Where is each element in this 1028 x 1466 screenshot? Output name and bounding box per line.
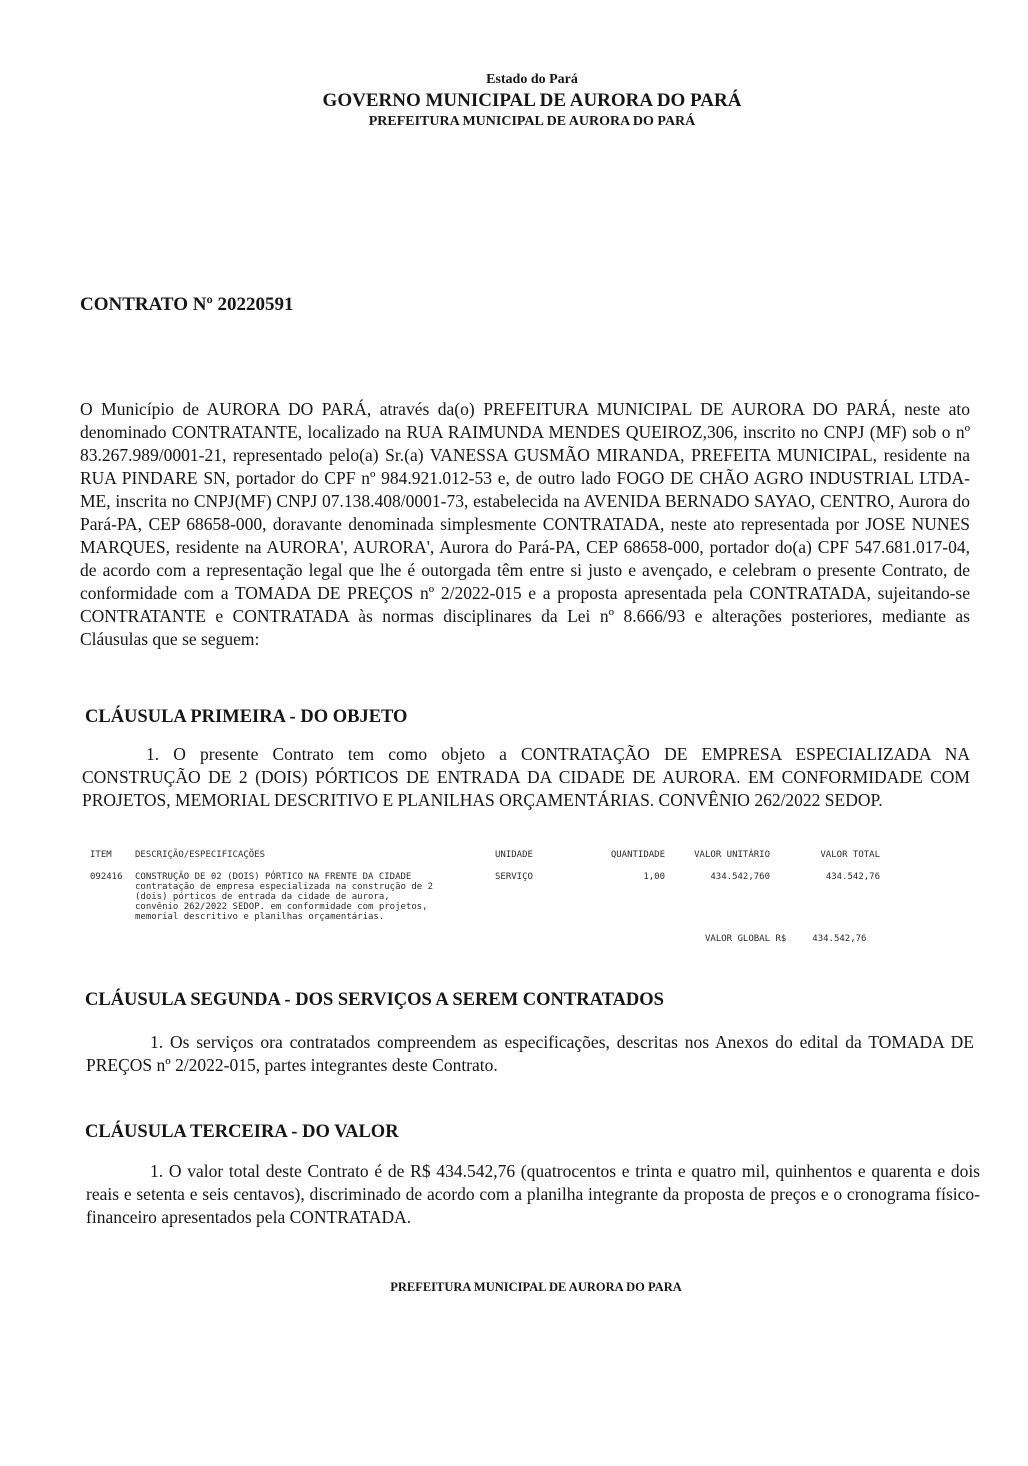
clause-2-text: 1. Os serviços ora contratados compreendem as especificações, descritas nos Anexos do edital da TOMADA DE PREÇOS nº 2/2022-015, partes integrantes deste Contrato. — [86, 1032, 974, 1075]
state-name: Estado do Pará — [486, 72, 578, 87]
footer-text: PREFEITURA MUNICIPAL DE AURORA DO PARA — [390, 1280, 682, 1294]
clause-1-text: 1. O presente Contrato tem como objeto a CONTRATAÇÃO DE EMPRESA ESPECIALIZADA NA CONSTRUÇÃO DE 2 (DOIS) PÓRTICOS DE ENTRADA DA CIDADE DE AURORA. EM CONFORMIDADE COM PROJETOS, MEMORIAL DESCRITIVO E PLANILHAS ORÇAMENTÁRIAS. CONVÊNIO 262/2022 SEDOP. — [82, 744, 970, 810]
row-unit: SERVIÇO — [495, 872, 533, 882]
page-footer — [0, 1280, 1028, 1295]
prefecture-name: PREFEITURA MUNICIPAL DE AURORA DO PARÁ — [368, 114, 696, 129]
items-table-header — [90, 850, 920, 860]
header-description: DESCRIÇÃO/ESPECIFICAÇÕES — [135, 850, 266, 860]
clause-3-text: 1. O valor total deste Contrato é de R$ 434.542,76 (quatrocentos e trinta e quatro mil, quinhentos e quarenta e dois reais e setenta e seis centavos), discriminado de acordo com a planilha integrante da proposta de preços e o cronograma físico-financeiro apresentados pela CONTRATADA. — [86, 1161, 980, 1227]
header-quantity: QUANTIDADE — [610, 850, 665, 860]
row-description: CONSTRUÇÃO DE 02 (DOIS) PÓRTICO NA FRENTE DA CIDADE contratação de empresa especializada na construção de 2 (dois) pórticos de entrada da cidade de aurora, convênio 262/2022 SEDOP. em conformidade com projetos, memorial descritivo e planilhas orçamentárias. — [135, 872, 434, 922]
items-table — [90, 850, 920, 922]
global-value — [705, 934, 866, 944]
table-row — [90, 872, 920, 922]
row-quantity: 1,00 — [643, 872, 665, 882]
intro-paragraph: O Município de AURORA DO PARÁ, através da(o) PREFEITURA MUNICIPAL DE AURORA DO PARÁ, neste ato denominado CONTRATANTE, localizado na RUA RAIMUNDA MENDES QUEIROZ,306, inscrito no CNPJ (MF) sob o nº 83.267.989/0001-21, representado pelo(a) Sr.(a) VANESSA GUSMÃO MIRANDA, PREFEITA MUNICIPAL, residente na RUA PINDARE SN, portador do CPF nº 984.921.012-53 e, de outro lado FOGO DE CHÃO AGRO INDUSTRIAL LTDA-ME, inscrita no CNPJ(MF) CNPJ 07.138.408/0001-73, estabelecida na AVENIDA BERNADO SAYAO, CENTRO, Aurora do Pará-PA, CEP 68658-000, doravante denominada simplesmente CONTRATADA, neste ato representada por JOSE NUNES MARQUES, residente na AURORA', AURORA', Aurora do Pará-PA, CEP 68658-000, portador do(a) CPF 547.681.017-04, de acordo com a representação legal que lhe é outorgada têm entre si justo e avençado, e celebram o presente Contrato, de conformidade com a TOMADA DE PREÇOS nº 2/2022-015 e a proposta apresentada pela CONTRATADA, sujeitando-se CONTRATANTE e CONTRATADA às normas disciplinares da Lei nº 8.666/93 e alterações posteriores, mediante as Cláusulas que se seguem: — [80, 399, 970, 649]
header-unit: UNIDADE — [495, 850, 533, 860]
clause-2-title: CLÁUSULA SEGUNDA - DOS SERVIÇOS A SEREM CONTRATADOS — [85, 990, 664, 1010]
contract-title: CONTRATO Nº 20220591 — [80, 294, 294, 315]
header-total-value: VALOR TOTAL — [820, 850, 880, 860]
clause-1-title: CLÁUSULA PRIMEIRA - DO OBJETO — [85, 707, 408, 727]
letterhead — [0, 72, 1028, 130]
global-value-amount: 434.542,76 — [812, 934, 867, 944]
clause-3-title: CLÁUSULA TERCEIRA - DO VALOR — [85, 1122, 399, 1142]
row-unit-value: 434.542,760 — [710, 872, 770, 882]
header-item: ITEM — [90, 850, 112, 860]
header-unit-value: VALOR UNITÁRIO — [694, 850, 770, 860]
global-value-label: VALOR GLOBAL R$ — [705, 934, 787, 944]
row-item: 092416 — [90, 872, 123, 882]
government-name: GOVERNO MUNICIPAL DE AURORA DO PARÁ — [322, 90, 742, 111]
row-total-value: 434.542,76 — [825, 872, 880, 882]
